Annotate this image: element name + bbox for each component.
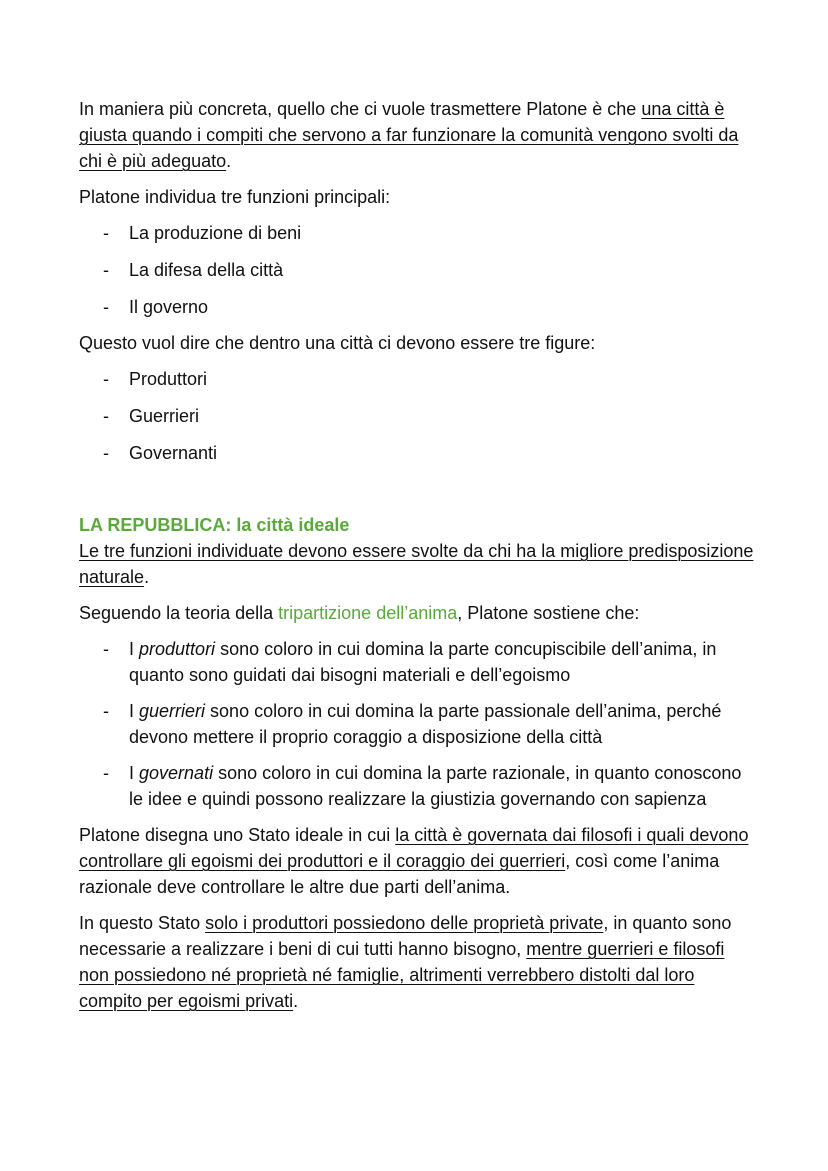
list-item: - I guerrieri sono coloro in cui domina la parte passionale dell’anima, perché devono mettere il proprio coraggio a disposizione della città (79, 698, 759, 750)
tripartition-end: , Platone sostiene che: (457, 603, 640, 623)
section-end: . (144, 567, 150, 587)
list-item: - La difesa della città (79, 257, 759, 283)
figures-heading: Questo vuol dire che dentro una città ci devono essere tre figure: (79, 333, 596, 353)
souls-list (79, 636, 759, 812)
term-guerrieri: guerrieri (139, 701, 206, 721)
functions-list (79, 220, 759, 320)
list-item: - I produttori sono coloro in cui domina la parte concupiscibile dell’anima, in quanto sono guidati dai bisogni materiali e dell’egoismo (79, 636, 759, 688)
document-page (79, 96, 759, 1014)
state-underlined: la città è governata dai filosofi i quali devono controllare gli egoismi dei produttori e il coraggio dei guerrieri (79, 825, 749, 871)
intro-lead: In maniera più concreta, quello che ci vuole trasmettere Platone è che (79, 99, 642, 119)
list-item: - Guerrieri (79, 403, 759, 429)
property-underlined-2: mentre guerrieri e filosofi non possiedono né proprietà né famiglie, altrimenti verrebbero distolti dal loro compito per egoismi privati (79, 939, 725, 1011)
figures-list (79, 366, 759, 466)
intro-end: . (226, 151, 232, 171)
list-item: - I governati sono coloro in cui domina la parte razionale, in quanto conoscono le idee e quindi possono realizzare la giustizia governando con sapienza (79, 760, 759, 812)
list-item: - Produttori (79, 366, 759, 392)
property-underlined-1: solo i produttori possiedono delle proprietà private (205, 913, 604, 933)
intro-underlined: una città è giusta quando i compiti che servono a far funzionare la comunità vengono svolti da chi è più adeguato (79, 99, 739, 171)
tripartition-paragraph (79, 600, 759, 626)
intro-paragraph (79, 96, 759, 174)
state-paragraph: Platone disegna uno Stato ideale in cui la città è governata dai filosofi i quali devono controllare gli egoismi dei produttori e il coraggio dei guerrieri, così come l’anima razionale deve controllare le altre due parti dell’anima. (79, 825, 749, 897)
list-item: - La produzione di beni (79, 220, 759, 246)
section-underlined: Le tre funzioni individuate devono essere svolte da chi ha la migliore predisposizione naturale (79, 541, 754, 587)
list-item: - Governanti (79, 440, 759, 466)
section-intro (79, 538, 759, 590)
term-produttori: produttori (139, 639, 216, 659)
tripartition-lead: Seguendo la teoria della (79, 603, 279, 623)
functions-heading: Platone individua tre funzioni principali: (79, 187, 391, 207)
property-paragraph: In questo Stato solo i produttori possiedono delle proprietà private, in quanto sono necessarie a realizzare i beni di cui tutti hanno bisogno, mentre guerrieri e filosofi non possiedono né proprietà né famiglie, altrimenti verrebbero distolti dal loro compito per egoismi privati. (79, 913, 732, 1011)
section-title: LA REPUBBLICA: la città ideale (79, 515, 350, 535)
term-governati: governati (139, 763, 214, 783)
list-item: - Il governo (79, 294, 759, 320)
tripartition-highlight: tripartizione dell’anima (278, 603, 458, 623)
